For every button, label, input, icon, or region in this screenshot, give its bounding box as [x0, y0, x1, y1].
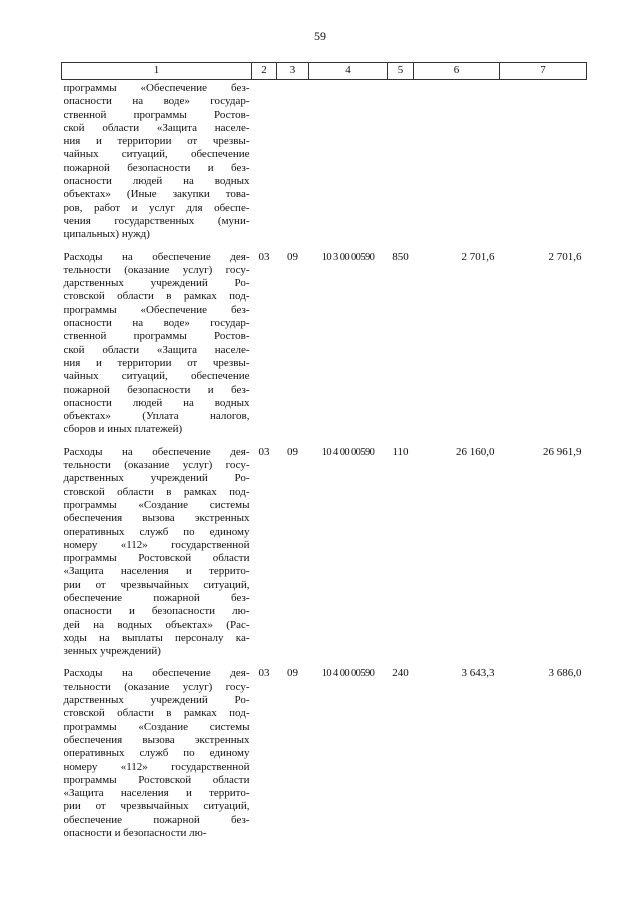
description-line: оперативных служб по единому	[63, 747, 250, 760]
header-row	[62, 63, 587, 80]
subsection-code: 09	[287, 667, 298, 680]
description-line: ственной программы Ростов-	[63, 108, 250, 121]
row-description	[62, 658, 252, 840]
column-header-5: 5	[388, 63, 414, 80]
row-description	[62, 242, 252, 437]
description-line: опасности людей на водных	[63, 175, 250, 188]
description-line: Расходы на обеспечение дея-	[63, 667, 250, 680]
description-line: программы «Создание системы	[63, 720, 250, 733]
amount-year-1: 3 643,3	[461, 667, 495, 680]
description-line: тельности (оказание услуг) госу-	[63, 459, 250, 472]
section-code	[252, 80, 277, 242]
description-line: тельности (оказание услуг) госу-	[63, 680, 250, 693]
description-line: дарственных учреждений Ро-	[63, 694, 250, 707]
description-line: программы «Обеспечение без-	[63, 303, 250, 316]
description-line: стовской области в рамках под-	[63, 290, 250, 303]
description-line: программы Ростовской области	[63, 552, 250, 565]
target-article-code: 10 4 00 00590	[321, 668, 375, 680]
section-code: 03	[258, 445, 270, 458]
description-line: пожарной безопасности и без-	[63, 161, 250, 174]
description-line: оперативных служб по единому	[63, 525, 250, 538]
budget-table	[61, 62, 587, 840]
description-line: чайных ситуаций, обеспечение	[63, 370, 250, 383]
expense-type-code: 110	[392, 445, 409, 458]
description-line: ния и территории от чрезвы-	[63, 135, 250, 148]
description-line: обеспечение пожарной без-	[63, 813, 250, 826]
target-article-code: 10 3 00 00590	[321, 251, 375, 263]
amount-year-2	[500, 80, 587, 242]
description-line: опасности на воде» государ-	[63, 95, 250, 108]
description-line: программы «Создание системы	[63, 498, 250, 511]
subsection-code: 09	[287, 445, 298, 458]
description-line: пожарной безопасности и без-	[63, 383, 250, 396]
description-line: дарственных учреждений Ро-	[63, 472, 250, 485]
description-line: ственной программы Ростов-	[63, 330, 250, 343]
column-header-1: 1	[62, 63, 252, 80]
description-line: стовской области в рамках под-	[63, 485, 250, 498]
description-line: ской области «Защита населе-	[63, 343, 250, 356]
description-line: опасности и безопасности лю-	[63, 827, 207, 840]
description-line: объектах» (Иные закупки това-	[63, 188, 250, 201]
description-line: обеспечение пожарной без-	[63, 591, 250, 604]
subsection-code	[277, 80, 309, 242]
description-line: рии от чрезвычайных ситуаций,	[63, 800, 250, 813]
description-line: «Защита населения и террито-	[63, 565, 250, 578]
table-row	[62, 437, 587, 659]
amount-year-2: 26 961,9	[543, 445, 582, 458]
description-line: чения государственных (муни-	[63, 214, 250, 227]
description-line: опасности и безопасности лю-	[63, 605, 250, 618]
description-line: программы «Обеспечение без-	[63, 82, 250, 94]
description-line: опасности на воде» государ-	[63, 317, 250, 330]
subsection-code: 09	[287, 250, 298, 263]
description-line: обеспечения вызова экстренных	[63, 733, 250, 746]
table-row	[62, 80, 587, 242]
description-line: номеру «112» государственной	[63, 760, 250, 773]
target-article-code: 10 4 00 00590	[321, 446, 375, 458]
description-line: ципальных) нужд)	[63, 228, 150, 241]
amount-year-2: 2 701,6	[548, 250, 582, 263]
description-line: дарственных учреждений Ро-	[63, 277, 250, 290]
expense-type-code: 240	[392, 667, 409, 680]
column-header-4: 4	[309, 63, 388, 80]
description-line: программы Ростовской области	[63, 773, 250, 786]
row-description	[62, 80, 252, 242]
description-line: стовской области в рамках под-	[63, 707, 250, 720]
description-line: тельности (оказание услуг) госу-	[63, 263, 250, 276]
column-header-2: 2	[252, 63, 277, 80]
amount-year-1	[414, 80, 500, 242]
description-line: ров, работ и услуг для обеспе-	[63, 201, 250, 214]
description-line: чайных ситуаций, обеспечение	[63, 148, 250, 161]
amount-year-1: 26 160,0	[456, 445, 495, 458]
description-line: дей на водных объектах» (Рас-	[63, 618, 250, 631]
column-header-7: 7	[500, 63, 587, 80]
description-line: ния и территории от чрезвы-	[63, 356, 250, 369]
description-line: ходы на выплаты персоналу ка-	[63, 631, 250, 644]
description-line: зенных учреждений)	[63, 645, 161, 658]
description-line: номеру «112» государственной	[63, 538, 250, 551]
description-line: Расходы на обеспечение дея-	[63, 250, 250, 263]
description-line: «Защита населения и террито-	[63, 787, 250, 800]
row-description	[62, 437, 252, 659]
amount-year-1: 2 701,6	[461, 250, 495, 263]
table-body	[62, 80, 587, 841]
amount-year-2: 3 686,0	[548, 667, 582, 680]
table-row	[62, 242, 587, 437]
description-line: рии от чрезвычайных ситуаций,	[63, 578, 250, 591]
description-line: ской области «Защита населе-	[63, 121, 250, 134]
description-line: опасности людей на водных	[63, 396, 250, 409]
column-header-6: 6	[414, 63, 500, 80]
expense-type-code	[388, 80, 414, 242]
description-line: сборов и иных платежей)	[63, 423, 183, 436]
section-code: 03	[258, 250, 270, 263]
page-number: 59	[314, 29, 326, 43]
section-code: 03	[258, 667, 270, 680]
description-line: Расходы на обеспечение дея-	[63, 445, 250, 458]
description-line: обеспечения вызова экстренных	[63, 512, 250, 525]
target-article-code	[309, 80, 388, 242]
description-line: объектах» (Уплата налогов,	[63, 410, 250, 423]
table-row	[62, 658, 587, 840]
column-header-3: 3	[277, 63, 309, 80]
expense-type-code: 850	[392, 250, 409, 263]
